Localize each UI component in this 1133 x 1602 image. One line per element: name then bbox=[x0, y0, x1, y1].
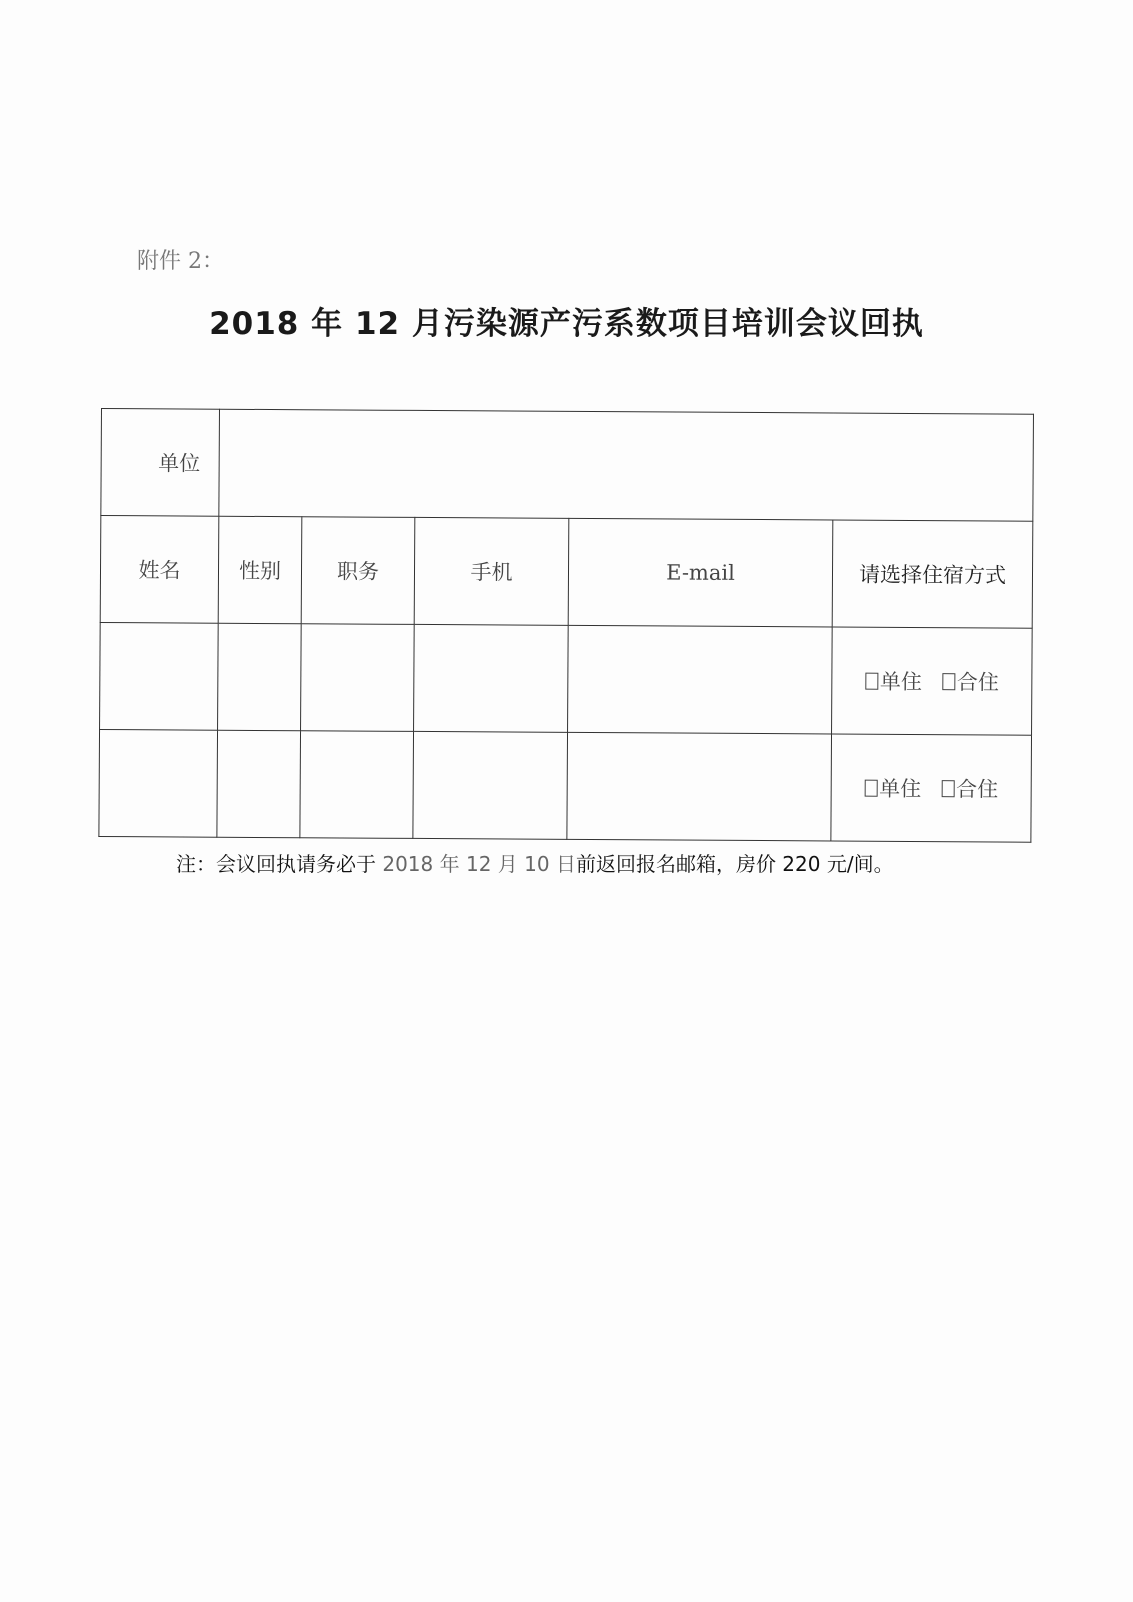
unit-row bbox=[101, 409, 1034, 522]
mobile-field[interactable] bbox=[414, 624, 569, 732]
header-email: E-mail bbox=[568, 518, 833, 627]
attachment-label: 附件 2： bbox=[137, 249, 224, 274]
checkbox-icon[interactable] bbox=[865, 673, 878, 690]
email-field[interactable] bbox=[567, 732, 832, 841]
note-date: 2018 年 12 月 10 日 bbox=[382, 852, 576, 876]
receipt-form-table bbox=[98, 408, 1034, 843]
page-title: 2018 年 12 月污染源产污系数项目培训会议回执 bbox=[209, 306, 924, 342]
header-lodging: 请选择住宿方式 bbox=[832, 520, 1033, 628]
note-prefix: 注：会议回执请务必于 bbox=[176, 852, 383, 876]
name-field[interactable] bbox=[100, 622, 219, 730]
table-row bbox=[100, 622, 1033, 735]
lodging-option-single[interactable] bbox=[864, 773, 921, 803]
name-field[interactable] bbox=[99, 729, 218, 837]
lodging-shared-label: 合住 bbox=[956, 777, 999, 802]
deadline-note bbox=[176, 848, 894, 877]
lodging-single-label: 单住 bbox=[879, 669, 922, 695]
unit-field[interactable] bbox=[219, 409, 1034, 521]
lodging-shared-label: 合住 bbox=[956, 670, 999, 695]
header-row bbox=[100, 516, 1033, 629]
gender-field[interactable] bbox=[218, 623, 302, 731]
unit-label: 单位 bbox=[101, 409, 220, 517]
mobile-field[interactable] bbox=[413, 731, 568, 839]
lodging-options bbox=[831, 734, 1032, 842]
position-field[interactable] bbox=[300, 731, 414, 839]
header-mobile: 手机 bbox=[414, 517, 569, 625]
lodging-options bbox=[832, 627, 1033, 735]
position-field[interactable] bbox=[301, 624, 415, 732]
gender-field[interactable] bbox=[217, 730, 301, 838]
lodging-option-shared[interactable] bbox=[941, 773, 998, 803]
lodging-option-single[interactable] bbox=[865, 666, 922, 696]
note-suffix: 前返回报名邮箱，房价 220 元/间。 bbox=[575, 852, 894, 876]
lodging-option-shared[interactable] bbox=[942, 666, 999, 696]
lodging-single-label: 单住 bbox=[879, 776, 922, 802]
table-row bbox=[99, 729, 1032, 842]
header-gender: 性别 bbox=[218, 516, 302, 624]
email-field[interactable] bbox=[568, 625, 833, 734]
checkbox-icon[interactable] bbox=[942, 673, 955, 690]
header-name: 姓名 bbox=[100, 516, 219, 624]
checkbox-icon[interactable] bbox=[864, 780, 877, 797]
checkbox-icon[interactable] bbox=[941, 780, 954, 797]
header-position: 职务 bbox=[301, 517, 415, 625]
